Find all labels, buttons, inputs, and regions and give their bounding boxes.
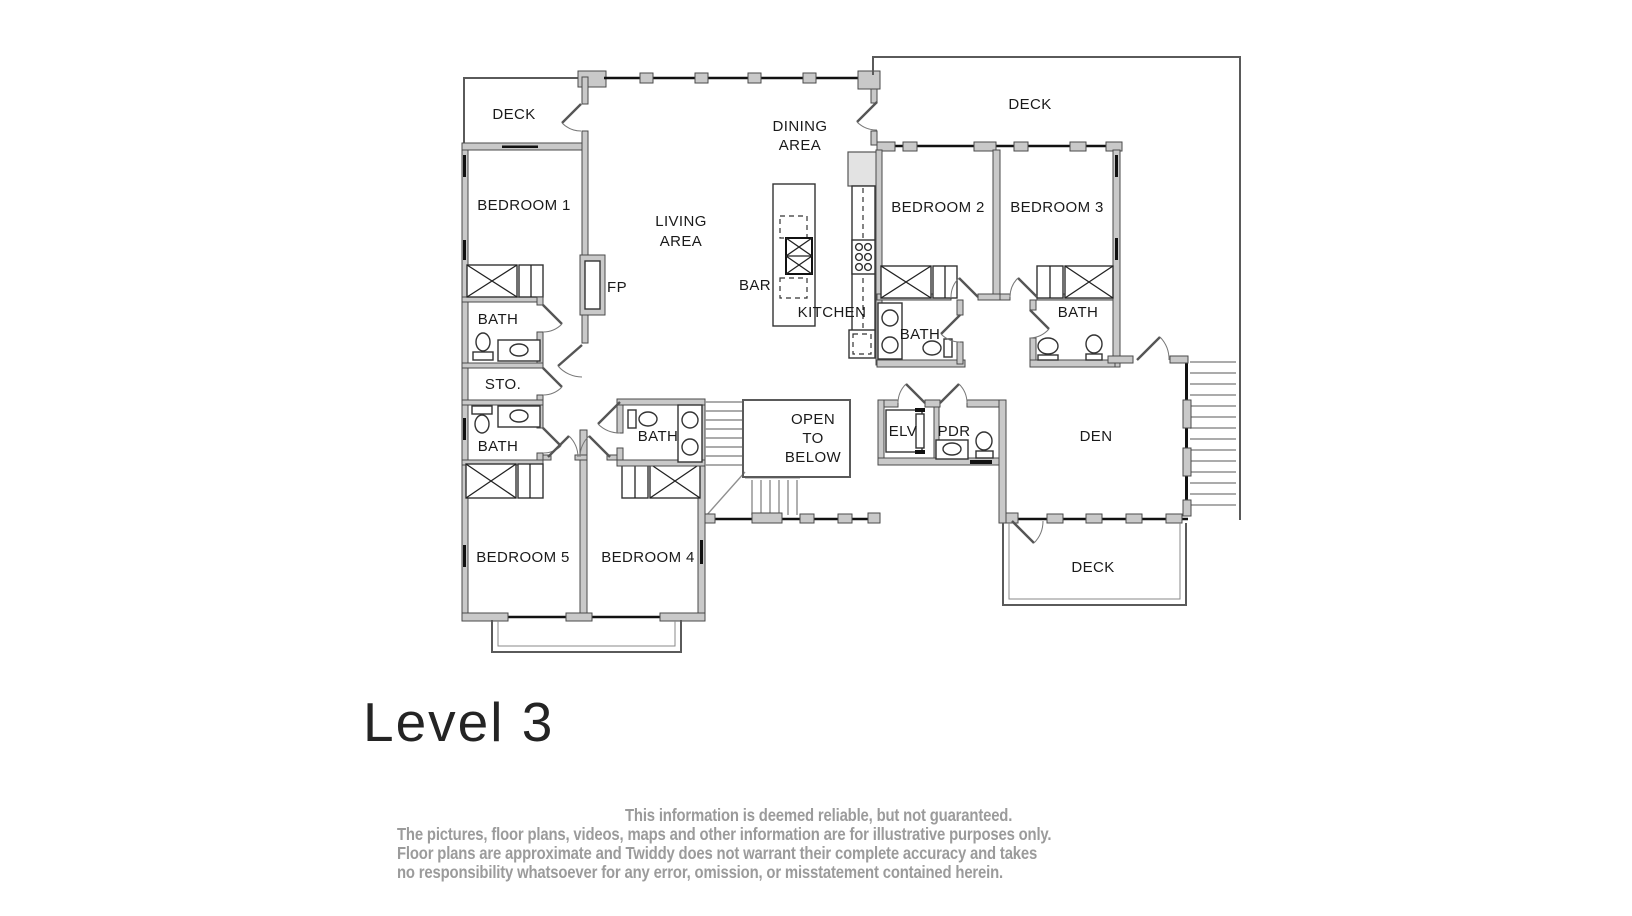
room-label-open-to-below-3: BELOW	[784, 449, 842, 466]
room-label-bar: BAR	[738, 277, 772, 294]
elevator-powder-block	[878, 384, 1006, 523]
room-label-powder-room: PDR	[937, 423, 971, 440]
room-label-bedroom-1: BEDROOM 1	[477, 197, 571, 214]
room-label-living-area-1: LIVING	[655, 213, 707, 230]
kitchen-counters	[848, 152, 877, 358]
room-label-fireplace: FP	[607, 279, 627, 296]
double-vanity-icon	[678, 405, 702, 462]
disclaimer-line-2: The pictures, floor plans, videos, maps and other information are for illustrative purposes only.	[397, 824, 1052, 844]
room-label-bath-bedroom-4: BATH	[637, 428, 679, 445]
room-label-storage: STO.	[484, 376, 522, 393]
double-vanity-icon	[878, 303, 902, 359]
living-north-window-wall	[604, 71, 880, 145]
disclaimer	[397, 806, 1240, 882]
room-label-bath-bedroom-1: BATH	[477, 311, 519, 328]
toilet-icon	[473, 333, 493, 360]
room-label-dining-area-2: AREA	[778, 137, 822, 154]
fridge-icon	[848, 152, 877, 186]
room-label-open-to-below-1: OPEN	[790, 411, 836, 428]
room-label-bedroom-2: BEDROOM 2	[891, 199, 985, 216]
room-label-elevator: ELV	[888, 423, 918, 440]
sink-icon	[936, 440, 968, 459]
disclaimer-line-1: This information is deemed reliable, but not guaranteed.	[624, 805, 1013, 825]
toilet-icon	[1086, 335, 1102, 360]
room-label-deck-top-right: DECK	[1008, 96, 1052, 113]
room-label-deck-top-left: DECK	[492, 106, 536, 123]
sink-icon	[1038, 338, 1058, 360]
toilet-icon	[472, 406, 492, 433]
sink-icon	[498, 340, 540, 361]
floor-level-title: Level 3	[363, 691, 555, 753]
disclaimer-line-3: Floor plans are approximate and Twiddy does not warrant their complete accuracy and takes	[397, 843, 1038, 863]
room-label-bedroom-3: BEDROOM 3	[1010, 199, 1104, 216]
toilet-icon	[628, 410, 657, 428]
disclaimer-line-4: no responsibility whatsoever for any error, omission, or misstatement contained herein.	[397, 862, 1003, 882]
room-label-deck-bottom: DECK	[1071, 559, 1115, 576]
toilet-icon	[976, 432, 993, 458]
room-label-bath-bedroom-5: BATH	[477, 438, 519, 455]
room-label-open-to-below-2: TO	[802, 430, 824, 447]
room-label-bath-bedroom-3: BATH	[1057, 304, 1099, 321]
room-label-dining-area-1: DINING	[772, 118, 828, 135]
room-label-living-area-2: AREA	[659, 233, 703, 250]
room-label-den: DEN	[1079, 428, 1113, 445]
room-label-bedroom-4: BEDROOM 4	[601, 549, 695, 566]
sink-icon	[498, 406, 540, 427]
stove-icon	[852, 240, 875, 274]
west-exterior-wall	[462, 150, 468, 620]
room-label-bath-bedroom-2: BATH	[899, 326, 941, 343]
room-label-bedroom-5: BEDROOM 5	[476, 549, 570, 566]
room-label-kitchen: KITCHEN	[797, 304, 867, 321]
